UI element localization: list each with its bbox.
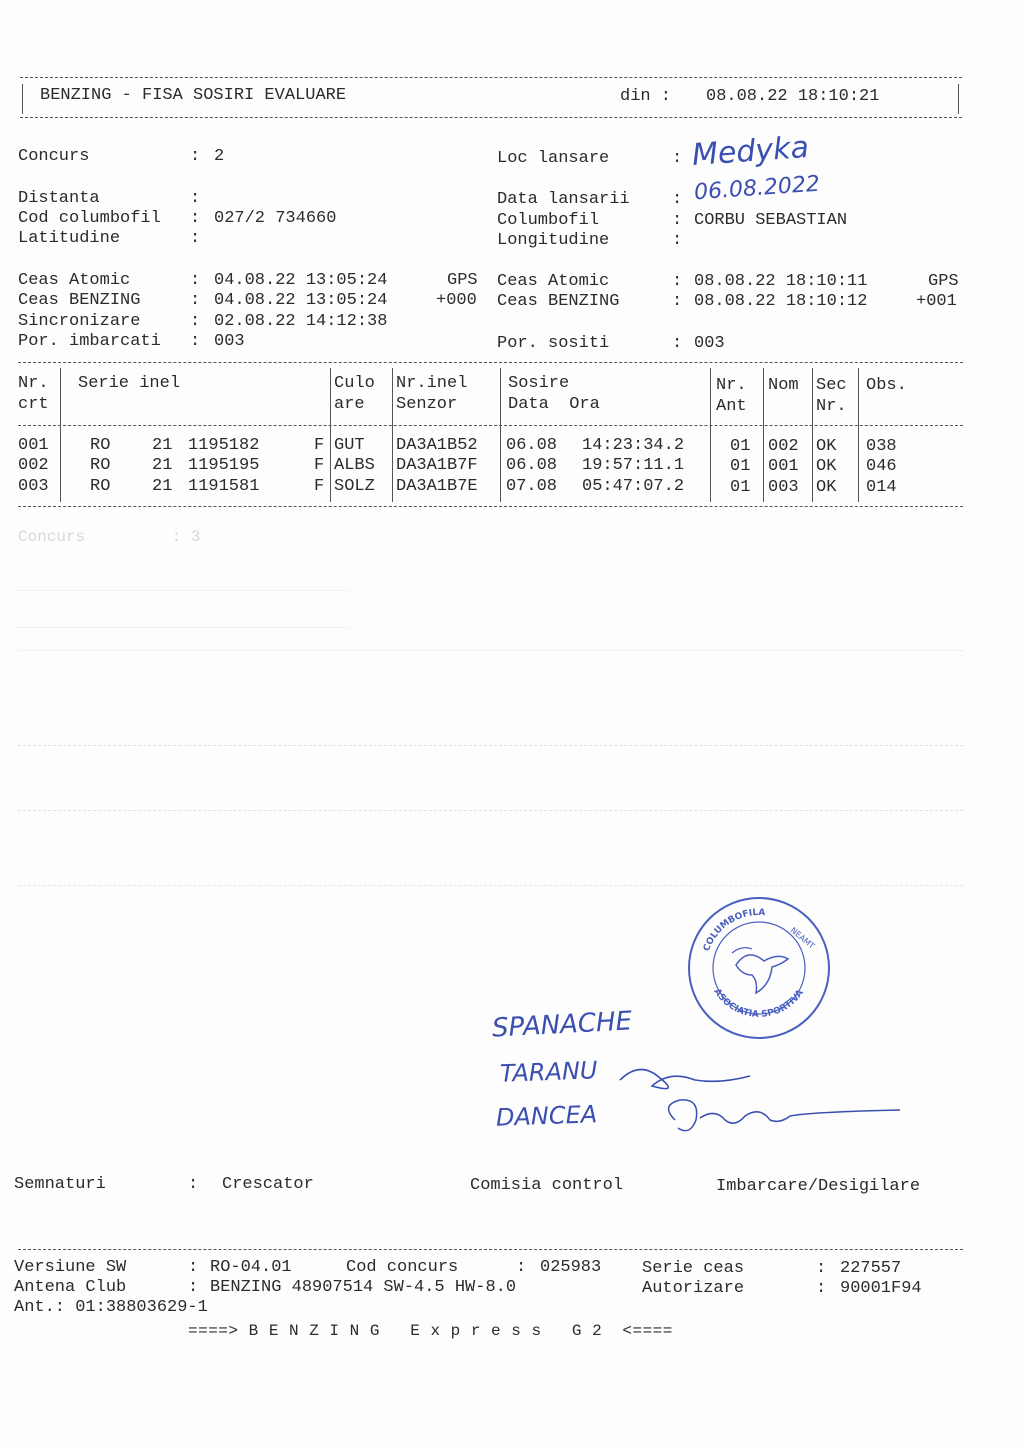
ceas-benzing-label: Ceas BENZING (18, 291, 141, 310)
concurs-value: 2 (214, 147, 225, 166)
header-right-rule (958, 84, 959, 114)
ceas-benzing-end: 08.08.22 18:10:12 (694, 292, 868, 311)
benzing-express-banner: ====> B E N Z I N G E x p r e s s G 2 <==== (188, 1322, 673, 1340)
antena-label: Antena Club (14, 1278, 127, 1297)
latitudine-label: Latitudine (18, 229, 121, 248)
row2-obs: 046 (866, 457, 897, 476)
ceas-atomic-end-label: Ceas Atomic (497, 272, 610, 291)
versiune-sep: : (188, 1258, 199, 1277)
row1-nom: 002 (768, 437, 799, 456)
th-crt: crt (18, 395, 49, 414)
th-sec-nr: Nr. (816, 397, 847, 416)
th-nrinel: Nr.inel (396, 374, 468, 393)
col-sep-5 (710, 368, 711, 502)
data-lansarii-sep: : (672, 190, 683, 209)
antena-sep: : (188, 1278, 199, 1297)
row3-nr: 003 (18, 477, 49, 496)
por-sositi-label: Por. sositi (497, 334, 610, 353)
col-sep-7 (812, 368, 813, 502)
olive-branch-icon (732, 948, 752, 953)
row1-ora: 14:23:34.2 (582, 436, 685, 455)
row2-ant: 01 (730, 457, 751, 476)
row2-culoare: ALBS (334, 456, 375, 475)
autorizare-label: Autorizare (642, 1279, 745, 1298)
distanta-label: Distanta (18, 189, 100, 208)
ceas-benzing-end-label: Ceas BENZING (497, 292, 620, 311)
handwritten-name-3: DANCEA (495, 1100, 598, 1132)
association-stamp (686, 895, 832, 1041)
th-sosire: Sosire (508, 374, 570, 393)
columbofil-sep: : (672, 211, 683, 230)
signatures-sep: : (188, 1175, 199, 1194)
signature-imbarcare: Imbarcare/Desigilare (716, 1177, 921, 1196)
sincronizare-sep: : (190, 312, 201, 331)
row3-senzor: DA3A1B7E (396, 477, 478, 496)
cod-columbofil-sep: : (190, 209, 201, 228)
header-bottom-rule (20, 117, 962, 118)
ceas-atomic-end-flag: GPS (928, 272, 959, 291)
row3-data: 07.08 (506, 477, 558, 496)
concurs-sep: : (190, 147, 201, 166)
row2-tara: RO (90, 456, 111, 475)
row2-sec: OK (816, 457, 837, 476)
handwritten-name-2: TARANU (499, 1056, 598, 1088)
th-senzor: Senzor (396, 395, 458, 414)
table-header-rule (18, 425, 963, 426)
col-sep-3 (392, 368, 393, 502)
table-top-rule (18, 362, 963, 363)
th-data-ora: Data Ora (508, 395, 600, 414)
row1-sec: OK (816, 437, 837, 456)
serie-ceas-value: 227557 (840, 1259, 902, 1278)
col-sep-2 (330, 368, 331, 502)
dove-icon (736, 955, 788, 993)
th-ant: Ant (716, 397, 747, 416)
col-sep-6 (763, 368, 764, 502)
loc-lansare-label: Loc lansare (497, 149, 610, 168)
cod-columbofil-value: 027/2 734660 (214, 209, 337, 228)
por-sositi-value: 003 (694, 334, 725, 353)
din-value: 08.08.22 18:10:21 (706, 87, 880, 106)
th-ant-nr: Nr. (716, 376, 747, 395)
row3-sec: OK (816, 478, 837, 497)
row3-tara: RO (90, 477, 111, 496)
stamp-right-text: NEAMT (788, 925, 817, 951)
cod-concurs-sep: : (516, 1258, 527, 1277)
ghost-bleed-area (18, 570, 963, 900)
ceas-benzing-start: 04.08.22 13:05:24 (214, 291, 388, 310)
serie-ceas-label: Serie ceas (642, 1259, 745, 1278)
row2-nr: 002 (18, 456, 49, 475)
din-label: din : (620, 87, 672, 106)
row2-inel: 1195195 (188, 456, 260, 475)
signatures-label: Semnaturi (14, 1175, 106, 1194)
cod-concurs-value: 025983 (540, 1258, 602, 1277)
sincronizare-label: Sincronizare (18, 312, 141, 331)
row1-inel: 1195182 (188, 436, 260, 455)
ceas-atomic-end-sep: : (672, 272, 683, 291)
ceas-benzing-end-flag: +001 (916, 292, 957, 311)
ceas-atomic-start-flag: GPS (447, 271, 478, 290)
row3-ora: 05:47:07.2 (582, 477, 685, 496)
ceas-atomic-label: Ceas Atomic (18, 271, 131, 290)
cod-columbofil-label: Cod columbofil (18, 209, 161, 228)
row2-data: 06.08 (506, 456, 558, 475)
th-nr: Nr. (18, 374, 49, 393)
header-top-rule (20, 77, 962, 78)
row1-ant: 01 (730, 437, 751, 456)
ghost-concurs: Concurs : 3 (18, 528, 201, 546)
row1-an: 21 (152, 436, 173, 455)
sincronizare-value: 02.08.22 14:12:38 (214, 312, 388, 331)
ceas-atomic-start: 04.08.22 13:05:24 (214, 271, 388, 290)
stamp-top-text: COLUMBOFILA (701, 907, 766, 953)
ceas-atomic-end: 08.08.22 18:10:11 (694, 272, 868, 291)
header-left-rule (22, 84, 23, 114)
autorizare-value: 90001F94 (840, 1279, 922, 1298)
antena-value: BENZING 48907514 SW-4.5 HW-8.0 (210, 1278, 517, 1297)
th-sec: Sec (816, 376, 847, 395)
page-title: BENZING - FISA SOSIRI EVALUARE (40, 86, 347, 105)
ceas-benzing-sep: : (190, 291, 201, 310)
row3-obs: 014 (866, 478, 897, 497)
row1-sex: F (314, 436, 325, 455)
distanta-sep: : (190, 189, 201, 208)
loc-lansare-handwritten: Medyka (690, 129, 810, 174)
row2-an: 21 (152, 456, 173, 475)
handwritten-name-1: SPANACHE (491, 1006, 633, 1044)
col-sep-1 (60, 368, 61, 502)
row3-sex: F (314, 477, 325, 496)
concurs-label: Concurs (18, 147, 90, 166)
longitudine-sep: : (672, 231, 683, 250)
row3-inel: 1191581 (188, 477, 260, 496)
por-imbarcati-label: Por. imbarcati (18, 332, 161, 351)
ceas-atomic-sep: : (190, 271, 201, 290)
signature-comisia: Comisia control (470, 1176, 624, 1195)
versiune-label: Versiune SW (14, 1258, 127, 1277)
row2-nom: 001 (768, 457, 799, 476)
loc-lansare-sep: : (672, 149, 683, 168)
col-sep-8 (858, 368, 859, 502)
th-serie: Serie inel (78, 374, 181, 393)
row3-an: 21 (152, 477, 173, 496)
svg-text:COLUMBOFILA (702, 908, 766, 953)
columbofil-label: Columbofil (497, 211, 600, 230)
row3-nom: 003 (768, 478, 799, 497)
signature-scribbles (600, 1050, 920, 1160)
serie-ceas-sep: : (816, 1259, 827, 1278)
row3-ant: 01 (730, 478, 751, 497)
ceas-benzing-end-sep: : (672, 292, 683, 311)
footer-top-rule (18, 1249, 963, 1250)
row1-culoare: GUT (334, 436, 365, 455)
th-nom: Nom (768, 376, 799, 395)
columbofil-value: CORBU SEBASTIAN (694, 211, 848, 230)
table-bottom-rule (18, 506, 963, 507)
row2-sex: F (314, 456, 325, 475)
row2-senzor: DA3A1B7F (396, 456, 478, 475)
data-lansarii-label: Data lansarii (497, 190, 630, 209)
ceas-benzing-start-flag: +000 (436, 291, 477, 310)
por-imbarcati-value: 003 (214, 332, 245, 351)
row1-senzor: DA3A1B52 (396, 436, 478, 455)
versiune-value: RO-04.01 (210, 1258, 292, 1277)
latitudine-sep: : (190, 229, 201, 248)
longitudine-label: Longitudine (497, 231, 610, 250)
row1-data: 06.08 (506, 436, 558, 455)
row2-ora: 19:57:11.1 (582, 456, 685, 475)
th-are: are (334, 395, 365, 414)
row3-culoare: SOLZ (334, 477, 375, 496)
por-sositi-sep: : (672, 334, 683, 353)
autorizare-sep: : (816, 1279, 827, 1298)
data-lansarii-handwritten: 06.08.2022 (693, 171, 821, 206)
stamp-bottom-text: ASOCIATIA SPORTIVA (711, 987, 806, 1020)
antena-id: Ant.: 01:38803629-1 (14, 1298, 208, 1317)
row1-obs: 038 (866, 437, 897, 456)
th-obs: Obs. (866, 376, 907, 395)
col-sep-4 (500, 368, 501, 502)
th-culo: Culo (334, 374, 375, 393)
cod-concurs-label: Cod concurs (346, 1258, 459, 1277)
row1-tara: RO (90, 436, 111, 455)
por-imbarcati-sep: : (190, 332, 201, 351)
signature-crescator: Crescator (222, 1175, 314, 1194)
row1-nr: 001 (18, 436, 49, 455)
